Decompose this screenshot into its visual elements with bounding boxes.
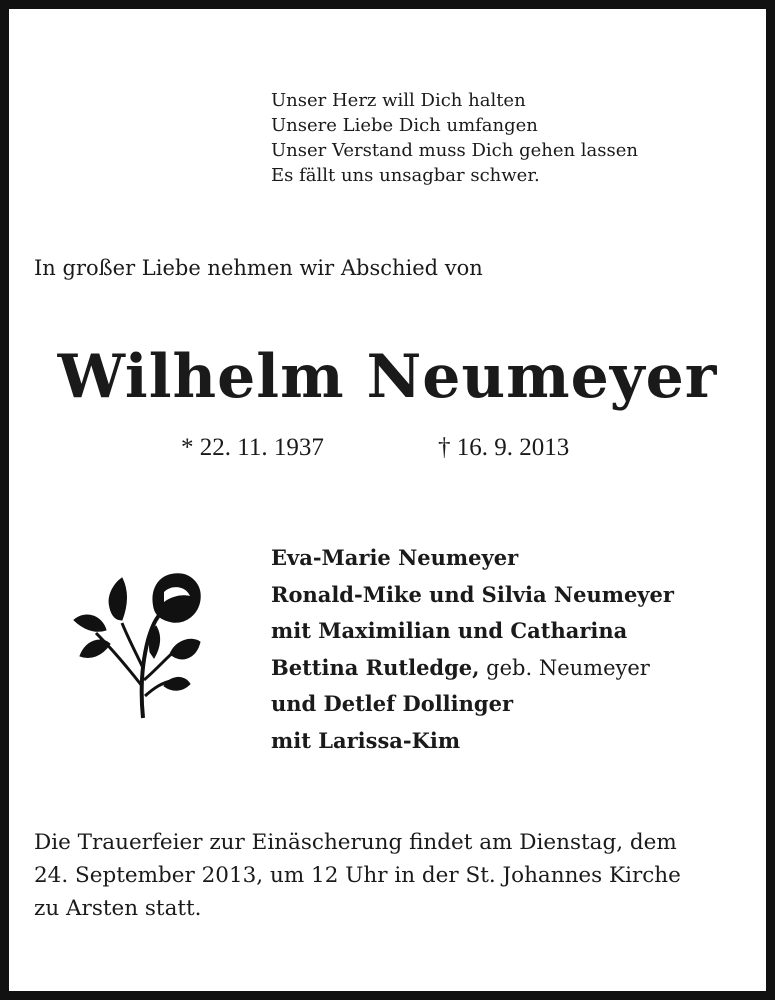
poem <box>271 88 638 188</box>
family-member: Eva-Marie Neumeyer <box>271 545 519 570</box>
family-list <box>271 540 674 759</box>
family-member-name: Bettina Rutledge, <box>271 654 480 680</box>
family-member <box>271 650 674 687</box>
family-member: und Detlef Dollinger <box>271 691 514 716</box>
intro-text: In großer Liebe nehmen wir Abschied von <box>34 256 483 280</box>
poem-line: Unser Verstand muss Dich gehen lassen <box>271 140 639 161</box>
family-member: Ronald-Mike und Silvia Neumeyer <box>271 581 674 607</box>
death-date: † 16. 9. 2013 <box>438 434 570 461</box>
maiden-name: geb. Neumeyer <box>479 655 650 680</box>
funeral-notice-line: zu Arsten statt. <box>34 896 202 921</box>
poem-line: Es fällt uns unsagbar schwer. <box>271 165 540 186</box>
funeral-notice <box>34 826 754 925</box>
birth-date: * 22. 11. 1937 <box>181 434 324 461</box>
family-member: mit Maximilian und Catharina <box>271 618 628 643</box>
poem-line: Unsere Liebe Dich umfangen <box>271 115 538 136</box>
funeral-notice-line: Die Trauerfeier zur Einäscherung findet am Dienstag, dem <box>34 830 677 855</box>
rose-icon <box>66 568 206 728</box>
family-member: mit Larissa-Kim <box>271 727 461 753</box>
deceased-name: Wilhelm Neumeyer <box>57 342 718 412</box>
funeral-notice-line: 24. September 2013, um 12 Uhr in der St. Johannes Kirche <box>34 863 681 888</box>
poem-line: Unser Herz will Dich halten <box>271 90 526 111</box>
